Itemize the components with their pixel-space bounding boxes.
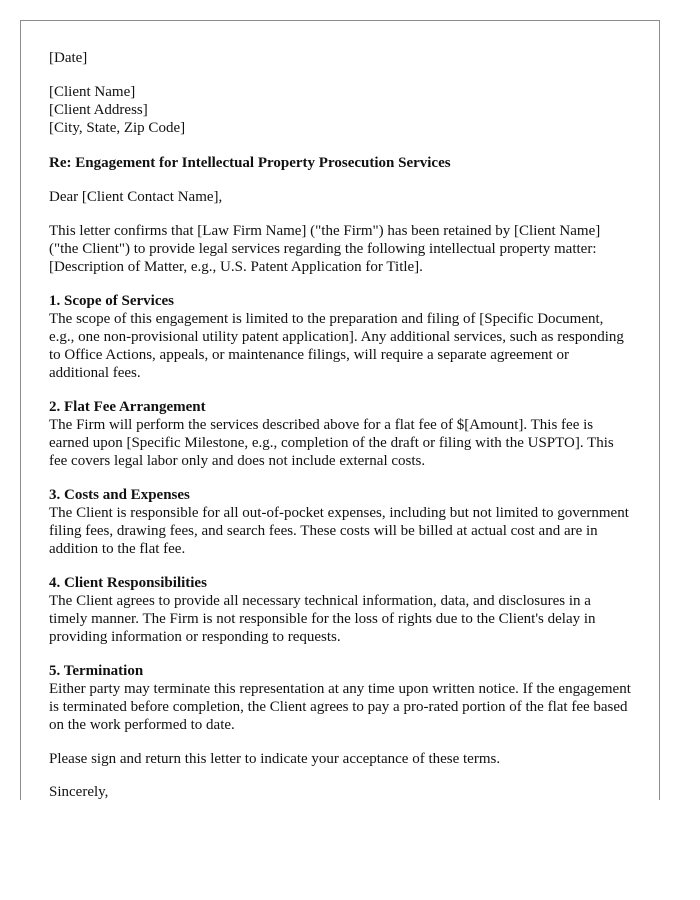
section-scope-of-services xyxy=(49,292,631,382)
section-client-responsibilities xyxy=(49,574,631,646)
section-heading: 3. Costs and Expenses xyxy=(49,487,190,503)
section-heading: 2. Flat Fee Arrangement xyxy=(49,399,206,415)
recipient-address-block xyxy=(49,83,631,137)
section-heading: 4. Client Responsibilities xyxy=(49,575,207,591)
section-body: The Client agrees to provide all necessary technical information, data, and disclosures in a timely manner. The Firm is not responsible for the loss of rights due to the Client's delay in providing information or responding to requests. xyxy=(49,593,596,645)
letter-salutation: Dear [Client Contact Name], xyxy=(49,189,223,205)
letter-date: [Date] xyxy=(49,50,88,66)
section-costs-and-expenses xyxy=(49,486,631,558)
letter-subject: Re: Engagement for Intellectual Property Prosecution Services xyxy=(49,155,451,171)
letter-page xyxy=(20,20,660,800)
section-body: Either party may terminate this representation at any time upon written notice. If the engagement is terminated before completion, the Client agrees to pay a pro-rated portion of the flat fee based on the work performed to date. xyxy=(49,681,631,733)
section-body: The Firm will perform the services described above for a flat fee of $[Amount]. This fee is earned upon [Specific Milestone, e.g., completion of the draft or filing with the USPTO]. This fee covers legal labor only and does not include external costs. xyxy=(49,417,614,469)
letter-closing-request: Please sign and return this letter to indicate your acceptance of these terms. xyxy=(49,751,501,767)
section-heading: 5. Termination xyxy=(49,663,144,679)
section-body: The Client is responsible for all out-of-pocket expenses, including but not limited to government filing fees, drawing fees, and search fees. These costs will be billed at actual cost and are in addition to the flat fee. xyxy=(49,505,629,557)
section-termination xyxy=(49,662,631,734)
section-heading: 1. Scope of Services xyxy=(49,293,174,309)
letter-intro-paragraph: This letter confirms that [Law Firm Name] ("the Firm") has been retained by [Client Name] ("the Client") to provide legal services regarding the following intellectual property matter: [Description of Matter, e.g., U.S. Patent Application for Title]. xyxy=(49,223,601,275)
recipient-name: [Client Name] xyxy=(49,84,136,100)
section-flat-fee-arrangement xyxy=(49,398,631,470)
section-body: The scope of this engagement is limited to the preparation and filing of [Specific Document, e.g., one non-provisional utility patent application]. Any additional services, such as responding to Office Actions, appeals, or maintenance filings, will require a separate agreement or additional fees. xyxy=(49,311,624,381)
recipient-city-state-zip: [City, State, Zip Code] xyxy=(49,120,186,136)
recipient-address: [Client Address] xyxy=(49,102,148,118)
letter-sign-off: Sincerely, xyxy=(49,784,109,800)
